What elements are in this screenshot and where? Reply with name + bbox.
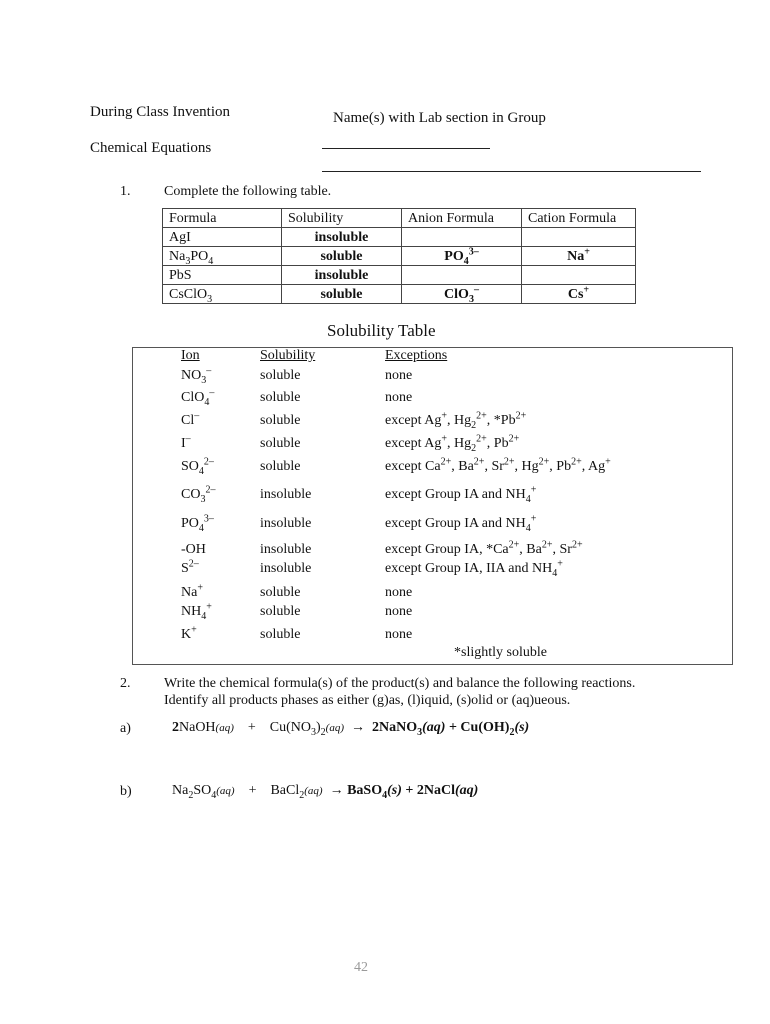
ion-exceptions: none	[385, 627, 413, 642]
ion-solubility: soluble	[260, 459, 301, 474]
ion-exceptions: except Group IA and $NH_4^+$	[385, 513, 537, 534]
col-solubility: Solubility	[260, 348, 316, 363]
list-item	[133, 387, 732, 412]
ion-exceptions: except Group IA and $NH_4^+$	[385, 484, 537, 505]
table-row	[163, 247, 636, 266]
q2-number: 2.	[120, 676, 131, 691]
ion-exceptions: except Ag+, $Hg_2^{2+}$, $Pb^{2+}$	[385, 433, 520, 454]
ion: Na+	[181, 582, 203, 600]
q2a-label: a)	[120, 721, 131, 736]
anion-cell[interactable]	[402, 266, 522, 285]
ion-exceptions: except Group IA, IIA and $NH_4^+$	[385, 558, 563, 579]
formula-cell: PbS	[163, 266, 282, 285]
list-item	[133, 456, 732, 481]
q2a-equation: 2NaOH(aq) + $Cu(NO_3)_2(aq)$ → 2NaNO$_3$(aq) + $Cu(OH)_2(s)$	[172, 720, 530, 738]
page-number: 42	[354, 960, 368, 975]
cation-cell[interactable]	[522, 266, 636, 285]
list-item	[133, 365, 732, 390]
ion-solubility: soluble	[260, 368, 301, 383]
solubility-table-title: Solubility Table	[327, 321, 436, 340]
table-row	[163, 266, 636, 285]
solubility-table-header	[133, 348, 732, 370]
col-exceptions: Exceptions	[385, 348, 448, 363]
ion: I–	[181, 433, 191, 451]
formula-table-header	[163, 209, 636, 228]
ion-solubility: soluble	[260, 585, 301, 600]
q2-prompt-line2: Identify all products phases as either (g)as, (l)iquid, (s)olid or (aq)ueous.	[164, 693, 571, 708]
col-ion: Ion	[181, 348, 200, 363]
anion-cell[interactable]: ClO$_3$–	[402, 285, 522, 304]
solubility-cell[interactable]: insoluble	[282, 266, 402, 285]
anion-cell[interactable]	[402, 228, 522, 247]
solubility-cell[interactable]: soluble	[282, 247, 402, 266]
list-item	[133, 601, 732, 626]
ion: -OH	[181, 542, 206, 557]
ion-exceptions: none	[385, 390, 413, 405]
q2-prompt-line1: Write the chemical formula(s) of the product(s) and balance the following reactions.	[164, 676, 636, 691]
q2b-label: b)	[120, 784, 132, 799]
col-anion: Anion Formula	[402, 209, 522, 228]
ion-solubility: insoluble	[260, 561, 312, 576]
ion-exceptions: none	[385, 604, 413, 619]
ion-solubility: insoluble	[260, 516, 312, 531]
ion: Cl–	[181, 410, 200, 428]
name-line-2[interactable]	[322, 171, 701, 172]
ion-solubility: soluble	[260, 436, 301, 451]
ion: K+	[181, 624, 197, 642]
ion: $NO_3^-$	[181, 365, 212, 386]
footnote-row	[133, 645, 732, 667]
list-item	[133, 513, 732, 538]
formula-cell: AgI	[163, 228, 282, 247]
names-label: Name(s) with Lab section in Group	[333, 110, 546, 126]
ion-exceptions: none	[385, 368, 413, 383]
name-line-1[interactable]	[322, 148, 490, 149]
q1-prompt: Complete the following table.	[164, 184, 332, 199]
ion: $CO_3^{2-}$	[181, 484, 216, 505]
formula-table	[162, 208, 636, 304]
ion-solubility: soluble	[260, 390, 301, 405]
solubility-table	[132, 347, 733, 665]
ion: ClO$_4$–	[181, 387, 215, 408]
cation-cell[interactable]: Cs+	[522, 285, 636, 304]
header-class-invention: During Class Invention	[90, 104, 230, 120]
solubility-cell[interactable]: soluble	[282, 285, 402, 304]
solubility-cell[interactable]: insoluble	[282, 228, 402, 247]
col-cation: Cation Formula	[522, 209, 636, 228]
ion: $S^{2-}$	[181, 558, 199, 576]
list-item	[133, 558, 732, 583]
list-item	[133, 433, 732, 458]
col-solubility: Solubility	[282, 209, 402, 228]
formula-cell: $Na_3PO_4$	[163, 247, 282, 266]
list-item	[133, 410, 732, 435]
ion-solubility: insoluble	[260, 487, 312, 502]
cation-cell[interactable]	[522, 228, 636, 247]
ion-solubility: soluble	[260, 604, 301, 619]
ion-solubility: insoluble	[260, 542, 312, 557]
formula-cell: CsClO$_3$	[163, 285, 282, 304]
ion-solubility: soluble	[260, 627, 301, 642]
anion-cell[interactable]: $PO_4^{3-}$	[402, 247, 522, 266]
ion-solubility: soluble	[260, 413, 301, 428]
table-row	[163, 228, 636, 247]
footnote: *slightly soluble	[454, 645, 547, 660]
ion: $SO_4^{2-}$	[181, 456, 214, 477]
ion: $PO_4^{3-}$	[181, 513, 214, 534]
table-row	[163, 285, 636, 304]
ion-exceptions: except Group IA, $*Ca^{2+}$, $Ba^{2+}$, $Sr^{2+}$	[385, 539, 583, 557]
ion: $NH_4^+$	[181, 601, 212, 622]
ion-exceptions: except Ag+, $Hg_2^{2+}$, $*Pb^{2+}$	[385, 410, 527, 431]
ion-exceptions: except $Ca^{2+}$, $Ba^{2+}$, $Sr^{2+}$, $Hg^{2+}$, $Pb^{2+}$, Ag+	[385, 456, 611, 474]
q2b-equation: $Na_2SO_4(aq)$ + BaCl$_2$(aq) → BaSO$_4$(s) + 2NaCl(aq)	[172, 783, 479, 801]
header-chemical-equations: Chemical Equations	[90, 140, 212, 156]
q1-number: 1.	[120, 184, 131, 199]
cation-cell[interactable]: Na+	[522, 247, 636, 266]
ion-exceptions: none	[385, 585, 413, 600]
list-item	[133, 484, 732, 509]
col-formula: Formula	[163, 209, 282, 228]
